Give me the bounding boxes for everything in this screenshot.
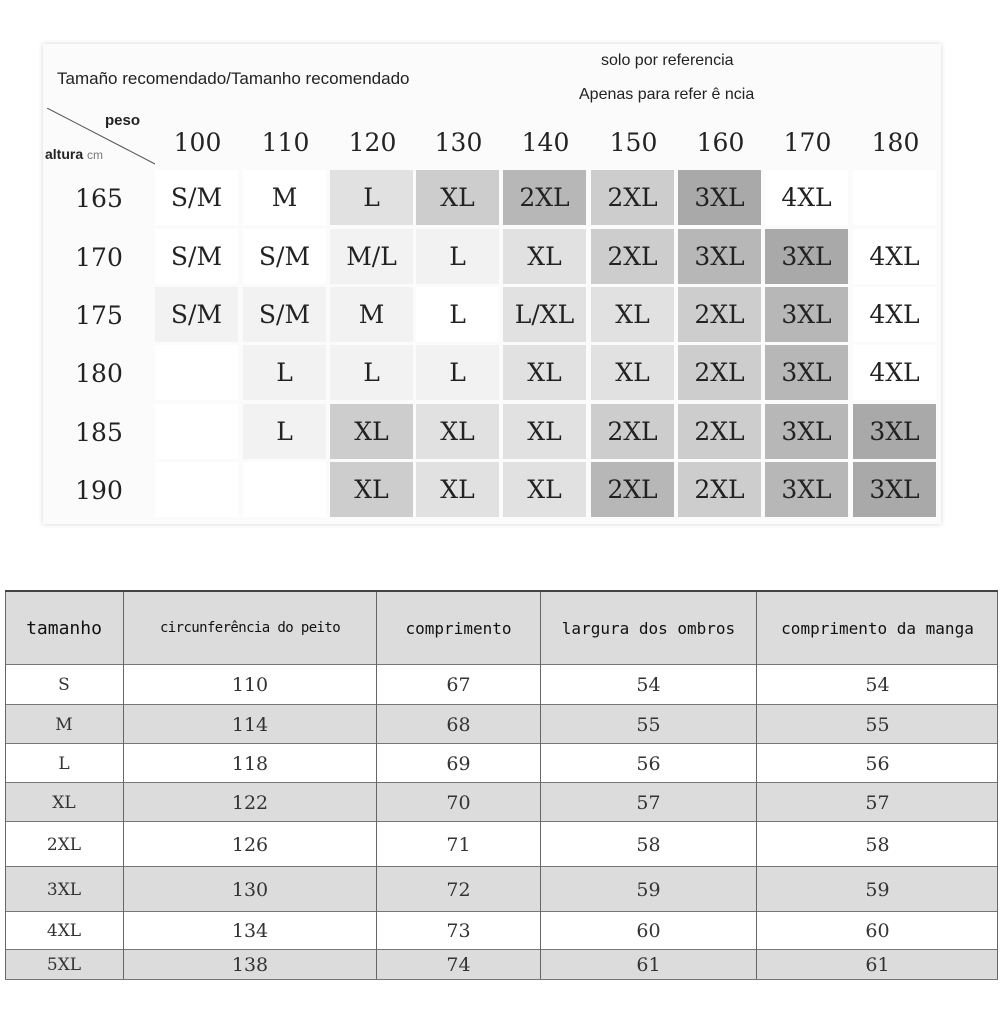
size-cell: XL bbox=[503, 404, 586, 459]
size-cell bbox=[853, 170, 936, 225]
table-row bbox=[5, 821, 998, 867]
size-cell: XL bbox=[503, 462, 586, 517]
grid-line bbox=[756, 592, 757, 979]
corner-header-cell bbox=[43, 108, 155, 170]
height-axis-label: altura cm bbox=[45, 146, 104, 162]
weight-header-cell: 120 bbox=[348, 127, 397, 157]
size-cell: L bbox=[416, 345, 499, 400]
reference-note-portuguese: Apenas para refer ê ncia bbox=[579, 86, 755, 103]
size-cell: L bbox=[416, 287, 499, 342]
weight-header-cell: 110 bbox=[261, 127, 310, 157]
size-cell: L bbox=[243, 345, 326, 400]
size-value: 3XL bbox=[46, 879, 82, 900]
header-chest: circunferência do peito bbox=[159, 620, 341, 636]
shoulder-value: 55 bbox=[636, 713, 661, 736]
size-cell: 4XL bbox=[853, 229, 936, 284]
size-cell: 3XL bbox=[765, 287, 848, 342]
table-row bbox=[5, 782, 998, 822]
size-cell: XL bbox=[591, 287, 674, 342]
size-cell: L bbox=[330, 345, 413, 400]
size-cell: 2XL bbox=[678, 404, 761, 459]
size-cell: XL bbox=[591, 345, 674, 400]
height-row-label: 170 bbox=[75, 242, 123, 272]
shoulder-value: 60 bbox=[636, 920, 661, 942]
size-value: M bbox=[55, 714, 73, 735]
size-value: S bbox=[58, 675, 70, 695]
size-value: 5XL bbox=[46, 955, 82, 975]
length-value: 71 bbox=[446, 833, 471, 856]
sleeve-value: 58 bbox=[865, 833, 890, 856]
chest-value: 126 bbox=[231, 833, 269, 856]
chest-value: 130 bbox=[231, 878, 269, 901]
size-cell bbox=[155, 404, 238, 459]
recommended-size-chart bbox=[43, 44, 941, 524]
chest-value: 138 bbox=[231, 954, 269, 976]
size-cell: 3XL bbox=[853, 404, 936, 459]
weight-header-cell: 170 bbox=[783, 127, 832, 157]
chest-value: 122 bbox=[231, 791, 269, 814]
size-cell: 4XL bbox=[853, 345, 936, 400]
size-cell bbox=[243, 462, 326, 517]
size-value: 2XL bbox=[46, 834, 82, 855]
size-cell: S/M bbox=[155, 287, 238, 342]
size-cell: S/M bbox=[243, 287, 326, 342]
table-bottom-border bbox=[5, 979, 998, 980]
size-cell: XL bbox=[416, 462, 499, 517]
sleeve-value: 55 bbox=[865, 713, 890, 736]
size-cell: XL bbox=[416, 404, 499, 459]
table-row bbox=[5, 743, 998, 783]
height-row-label: 190 bbox=[75, 475, 123, 505]
length-value: 69 bbox=[446, 752, 471, 775]
height-row-label: 165 bbox=[75, 183, 123, 213]
size-value: XL bbox=[52, 792, 76, 813]
size-cell: 2XL bbox=[678, 462, 761, 517]
grid-line bbox=[997, 592, 998, 979]
header-size: tamanho bbox=[26, 617, 102, 639]
grid-line bbox=[5, 592, 6, 979]
shoulder-value: 58 bbox=[636, 833, 661, 856]
chest-value: 134 bbox=[231, 920, 269, 942]
size-cell: 3XL bbox=[765, 345, 848, 400]
table-row bbox=[5, 704, 998, 744]
size-cell: L bbox=[330, 170, 413, 225]
size-cell: 4XL bbox=[853, 287, 936, 342]
sleeve-value: 60 bbox=[865, 920, 890, 942]
grid-line bbox=[540, 592, 541, 979]
size-cell: 2XL bbox=[591, 462, 674, 517]
size-cell: M bbox=[330, 287, 413, 342]
height-row-label: 180 bbox=[75, 358, 123, 388]
size-cell: 2XL bbox=[591, 229, 674, 284]
length-value: 74 bbox=[446, 954, 471, 976]
size-value: 4XL bbox=[46, 921, 82, 941]
size-cell: L bbox=[243, 404, 326, 459]
shoulder-value: 54 bbox=[636, 674, 661, 696]
weight-header-cell: 140 bbox=[521, 127, 570, 157]
size-cell: XL bbox=[503, 229, 586, 284]
grid-line bbox=[123, 592, 124, 979]
height-row-label: 175 bbox=[75, 300, 123, 330]
size-cell: 2XL bbox=[678, 345, 761, 400]
table-row bbox=[5, 949, 998, 980]
sleeve-value: 59 bbox=[865, 878, 890, 901]
reference-note-spanish: solo por referencia bbox=[601, 52, 734, 69]
size-cell: XL bbox=[330, 404, 413, 459]
header-shoulder: largura dos ombros bbox=[561, 618, 736, 638]
weight-header-cell: 160 bbox=[696, 127, 745, 157]
size-cell: 4XL bbox=[765, 170, 848, 225]
size-cell: L/XL bbox=[503, 287, 586, 342]
shoulder-value: 56 bbox=[636, 752, 661, 775]
recommended-size-title: Tamaño recomendado/Tamanho recomendado bbox=[57, 69, 410, 88]
table-row bbox=[5, 664, 998, 705]
size-cell: 3XL bbox=[765, 462, 848, 517]
size-cell bbox=[155, 345, 238, 400]
size-cell: XL bbox=[330, 462, 413, 517]
shoulder-value: 57 bbox=[636, 791, 661, 814]
grid-line bbox=[376, 592, 377, 979]
length-value: 73 bbox=[446, 920, 471, 942]
sleeve-value: 54 bbox=[865, 674, 890, 696]
size-cell: 3XL bbox=[678, 170, 761, 225]
measurement-header-row bbox=[5, 592, 998, 664]
size-cell: 2XL bbox=[503, 170, 586, 225]
size-cell bbox=[155, 462, 238, 517]
size-cell: XL bbox=[503, 345, 586, 400]
length-value: 70 bbox=[446, 791, 471, 814]
sleeve-value: 61 bbox=[865, 954, 890, 976]
size-cell: S/M bbox=[155, 229, 238, 284]
size-cell: L bbox=[416, 229, 499, 284]
size-cell: 2XL bbox=[678, 287, 761, 342]
size-cell: 3XL bbox=[765, 404, 848, 459]
weight-header-cell: 100 bbox=[173, 127, 222, 157]
size-cell: 2XL bbox=[591, 170, 674, 225]
height-row-label: 185 bbox=[75, 417, 123, 447]
height-unit-label: cm bbox=[87, 148, 104, 162]
sleeve-value: 57 bbox=[865, 791, 890, 814]
weight-header-cell: 180 bbox=[871, 127, 920, 157]
chest-value: 114 bbox=[231, 713, 269, 736]
header-sleeve: comprimento da manga bbox=[781, 618, 974, 638]
size-value: L bbox=[58, 753, 70, 774]
size-cell: M bbox=[243, 170, 326, 225]
shoulder-value: 59 bbox=[636, 878, 661, 901]
size-cell: M/L bbox=[330, 229, 413, 284]
length-value: 72 bbox=[446, 878, 471, 901]
size-cell: 3XL bbox=[853, 462, 936, 517]
length-value: 67 bbox=[446, 674, 471, 696]
measurement-table bbox=[5, 590, 998, 979]
size-cell: 3XL bbox=[765, 229, 848, 284]
chest-value: 110 bbox=[231, 674, 269, 696]
size-cell: XL bbox=[416, 170, 499, 225]
size-cell: 2XL bbox=[591, 404, 674, 459]
size-cell: S/M bbox=[155, 170, 238, 225]
header-length: comprimento bbox=[405, 618, 512, 638]
sleeve-value: 56 bbox=[865, 752, 890, 775]
length-value: 68 bbox=[446, 713, 471, 736]
weight-axis-label: peso bbox=[105, 112, 141, 129]
table-row bbox=[5, 911, 998, 950]
weight-header-cell: 130 bbox=[434, 127, 483, 157]
size-cell: 3XL bbox=[678, 229, 761, 284]
weight-header-cell: 150 bbox=[609, 127, 658, 157]
chest-value: 118 bbox=[231, 752, 269, 775]
shoulder-value: 61 bbox=[636, 954, 661, 976]
table-row bbox=[5, 866, 998, 912]
size-cell: S/M bbox=[243, 229, 326, 284]
